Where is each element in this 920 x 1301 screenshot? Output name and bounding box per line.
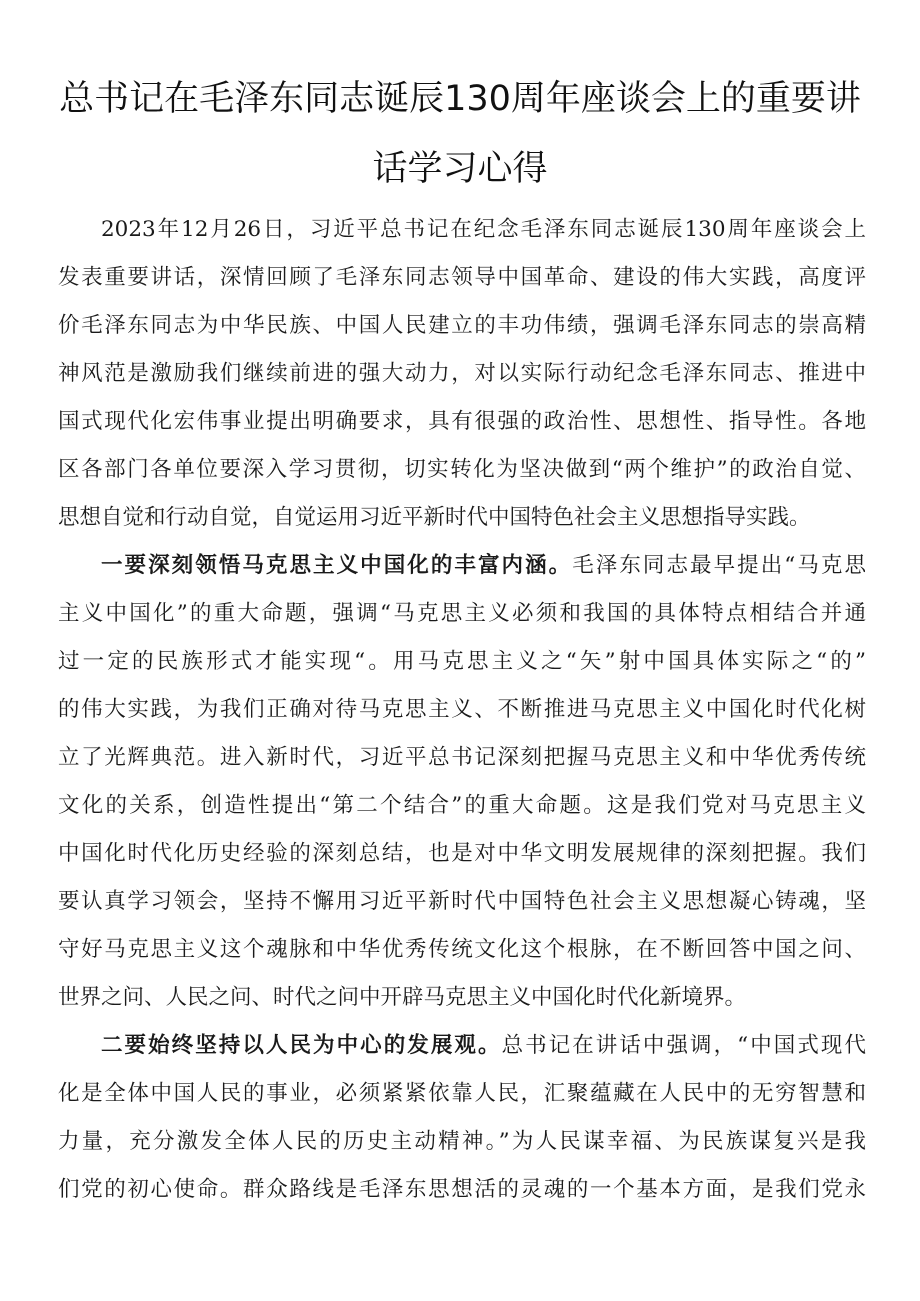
document-title-line-1: 总书记在毛泽东同志诞辰130周年座谈会上的重要讲 (59, 79, 861, 119)
text-line: 2023年12月26日，习近平总书记在纪念毛泽东同志诞辰130周年座谈会上 (101, 217, 866, 242)
text-line: 立了光辉典范。进入新时代，习近平总书记深刻把握马克思主义和中华优秀传统 (58, 745, 866, 770)
paragraph-point-one (58, 548, 866, 1028)
text-line (58, 1028, 866, 1076)
document-title-line-2: 话学习心得 (372, 149, 548, 189)
text-line: 价毛泽东同志为中华民族、中国人民建立的丰功伟绩，强调毛泽东同志的崇高精 (58, 313, 866, 338)
text-line: 化是全体中国人民的事业，必须紧紧依靠人民，汇聚蕴藏在人民中的无穷智慧和 (58, 1081, 866, 1106)
text-line (58, 548, 866, 596)
paragraph-intro (58, 212, 866, 548)
text-line: 发表重要讲话，深情回顾了毛泽东同志领导中国革命、建设的伟大实践，高度评 (58, 265, 866, 290)
text-line: 区各部门各单位要深入学习贯彻，切实转化为坚决做到“两个维护”的政治自觉、 (58, 457, 866, 482)
text-line: 国式现代化宏伟事业提出明确要求，具有很强的政治性、思想性、指导性。各地 (58, 409, 866, 434)
paragraph-point-two (58, 1028, 866, 1220)
text-line: 主义中国化”的重大命题，强调“马克思主义必须和我国的具体特点相结合并通 (58, 601, 866, 626)
text-line: 神风范是激励我们继续前进的强大动力，对以实际行动纪念毛泽东同志、推进中 (58, 361, 866, 386)
text-line: 要认真学习领会，坚持不懈用习近平新时代中国特色社会主义思想凝心铸魂，坚 (58, 889, 866, 914)
text-line: 文化的关系，创造性提出“第二个结合”的重大命题。这是我们党对马克思主义 (58, 793, 866, 818)
text-line: 思想自觉和行动自觉，自觉运用习近平新时代中国特色社会主义思想指导实践。 (58, 505, 811, 530)
text-line: 力量，充分激发全体人民的历史主动精神。”为人民谋幸福、为民族谋复兴是我 (58, 1129, 866, 1154)
text-line: 过一定的民族形式才能实现“。用马克思主义之“矢”射中国具体实际之“的” (58, 649, 866, 674)
paragraph-lead-heading: 一要深刻领悟马克思主义中国化的丰富内涵。 (101, 553, 573, 578)
text-run: 总书记在讲话中强调，“中国式现代 (501, 1033, 866, 1058)
text-line: 守好马克思主义这个魂脉和中华优秀传统文化这个根脉，在不断回答中国之问、 (58, 937, 866, 962)
text-line: 中国化时代化历史经验的深刻总结，也是对中华文明发展规律的深刻把握。我们 (58, 841, 866, 866)
paragraph-lead-heading: 二要始终坚持以人民为中心的发展观。 (101, 1033, 502, 1058)
text-line: 世界之问、人民之问、时代之问中开辟马克思主义中国化时代化新境界。 (58, 985, 747, 1010)
document-body (58, 212, 866, 1220)
text-run: 毛泽东同志最早提出“马克思 (572, 553, 866, 578)
text-line: 们党的初心使命。群众路线是毛泽东思想活的灵魂的一个基本方面，是我们党永 (58, 1177, 866, 1202)
text-line: 的伟大实践，为我们正确对待马克思主义、不断推进马克思主义中国化时代化树 (58, 697, 866, 722)
